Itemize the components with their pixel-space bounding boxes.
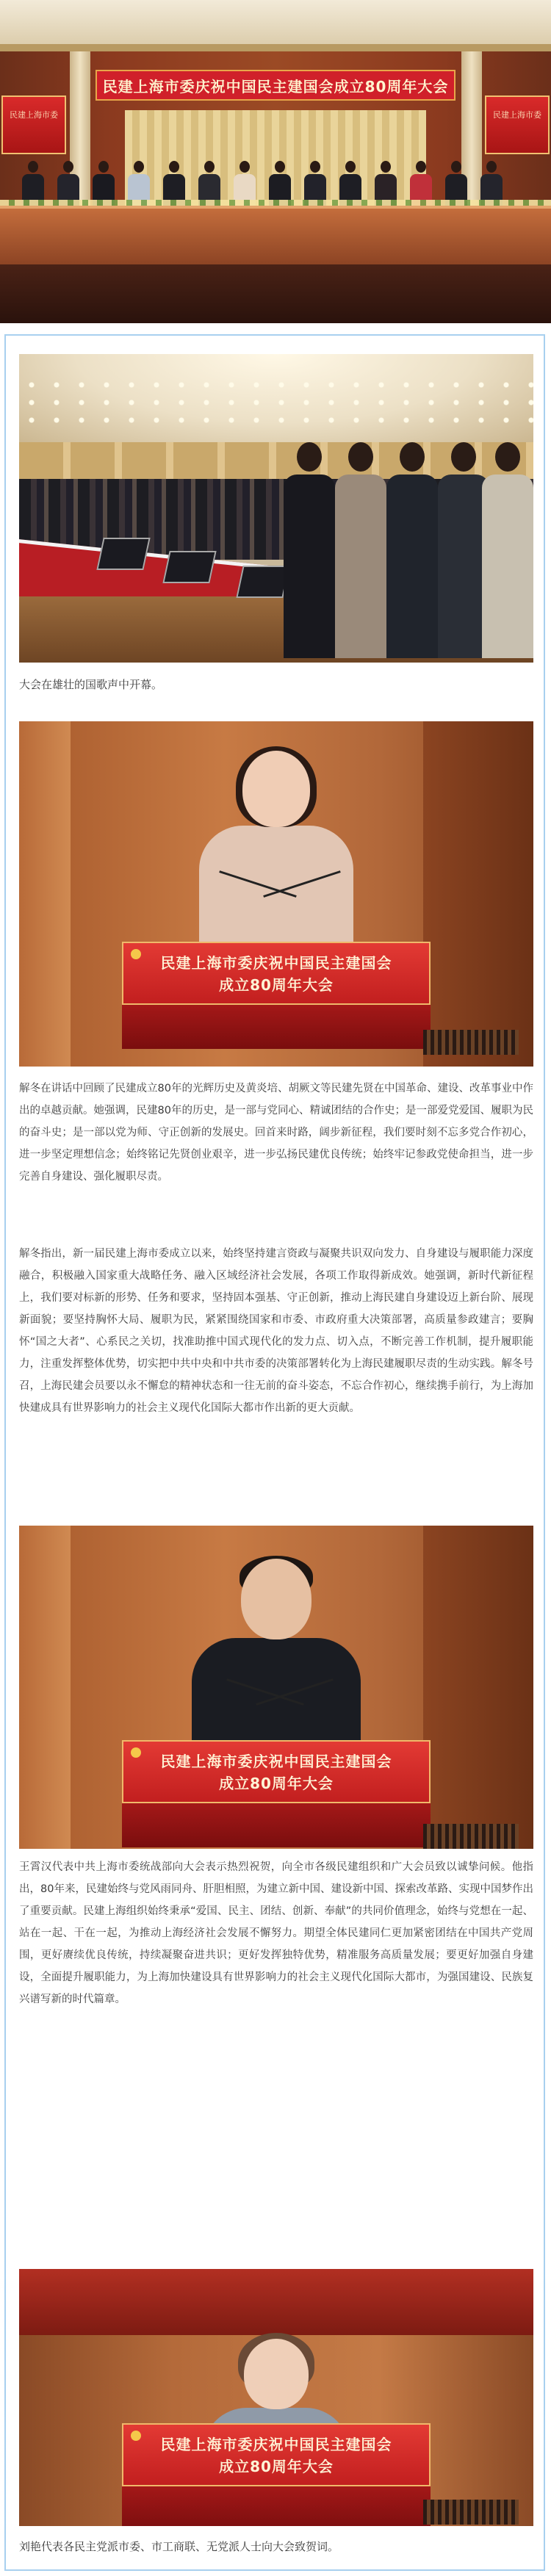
hero-left-screen: 民建上海市委 [1,95,66,154]
paragraph-1: 解冬在讲话中回顾了民建成立80年的光辉历史及黄炎培、胡厥文等民建先贤在中国革命、建设、改革事业中作出的卓越贡献。她强调，民建80年的历史，是一部与党同心、精诚团结的合作史；是一部爱党爱国、履职为民的奋斗史；是一部以党为师、守正创新的发展史。回首来时路，阔步新征程，我们要时刻不忘多党合作初心，进一步坚定理想信念；始终铭记先贤创业艰辛，进一步弘扬民建优良传统；始终牢记参政党使命担当，进一步完善自身建设、强化履职尽责。 [19,1083,533,1183]
hall-photo-caption: 大会在雄壮的国歌声中开幕。 [19,678,163,691]
paragraph-3: 王霄汉代表中共上海市委统战部向大会表示热烈祝贺，向全市各级民建组织和广大会员致以诚挚问候。他指出，80年来，民建始终与党风雨同舟、肝胆相照，为建立新中国、建设新中国、探索改革路、实现中国梦作出了重要贡献。民建上海组织始终秉承“爱国、民主、团结、创新、奉献”的共同价值理念，始终与党想在一起、站在一起、干在一起，为推动上海经济社会发展不懈努力。期望全体民建同仁更加紧密团结在中国共产党周围，更好赓续优良传统，持续凝聚奋进共识；更好发挥独特优势，精准服务高质量发展；要更好加强自身建设，全面提升履职能力，为上海加快建设具有世界影响力的社会主义现代化国际大都市，为强国建设、民族复兴谱写新的时代篇章。 [19,1861,533,2005]
podium-3-line-2: 成立80周年大会 [219,2458,334,2475]
speaker-3-podium-sign [122,2423,431,2486]
article-frame [4,334,545,2571]
paragraph-2: 解冬指出，新一届民建上海市委成立以来，始终坚持建言资政与凝聚共识双向发力、自身建设与履职能力深度融合，积极融入国家重大战略任务、融入区域经济社会发展，各项工作取得新成效。她强调，新时代新征程上，我们要对标新的形势、任务和要求，坚持固本强基、守正创新，推动上海民建自身建设迈上新台阶、展现新面貌；要坚持胸怀大局、履职为民，紧紧围绕国家和市委、市政府重大决策部署，高质量参政建言；要胸怀“国之大者”、心系民之关切，找准助推中国式现代化的发力点、切入点，不断完善工作机制，提升履职能力，注重发挥整体优势，切实把中共中央和中共市委的决策部署转化为上海民建履职尽责的生动实践。解冬号召，上海民建会员要以永不懈怠的精神状态和一往无前的奋斗姿态，不忘合作初心，继续携手前行，为上海加快建成具有世界影响力的社会主义现代化国际大都市作出新的更大贡献。 [19,1248,533,1414]
hero-photo [0,0,551,323]
party-emblem-icon [131,1747,141,1758]
podium-3-line-1: 民建上海市委庆祝中国民主建国会 [160,2436,392,2453]
podium-1-line-1: 民建上海市委庆祝中国民主建国会 [160,954,392,972]
party-emblem-icon [131,2431,141,2441]
podium-2-line-1: 民建上海市委庆祝中国民主建国会 [160,1753,392,1770]
speaker-2-podium-sign [122,1740,431,1803]
party-emblem-icon [131,949,141,959]
speaker-3-caption: 刘艳代表各民主党派市委、市工商联、无党派人士向大会致贺词。 [19,2540,339,2553]
speaker-photo-1 [19,721,533,1067]
speaker-photo-3 [19,2269,533,2526]
hero-banner: 民建上海市委庆祝中国民主建国会成立80周年大会 [96,70,455,101]
podium-1-line-2: 成立80周年大会 [219,976,334,994]
hall-photo [19,354,533,663]
speaker-1-podium-sign [122,942,431,1005]
hero-right-screen: 民建上海市委 [485,95,550,154]
speaker-photo-2 [19,1526,533,1849]
podium-2-line-2: 成立80周年大会 [219,1775,334,1792]
